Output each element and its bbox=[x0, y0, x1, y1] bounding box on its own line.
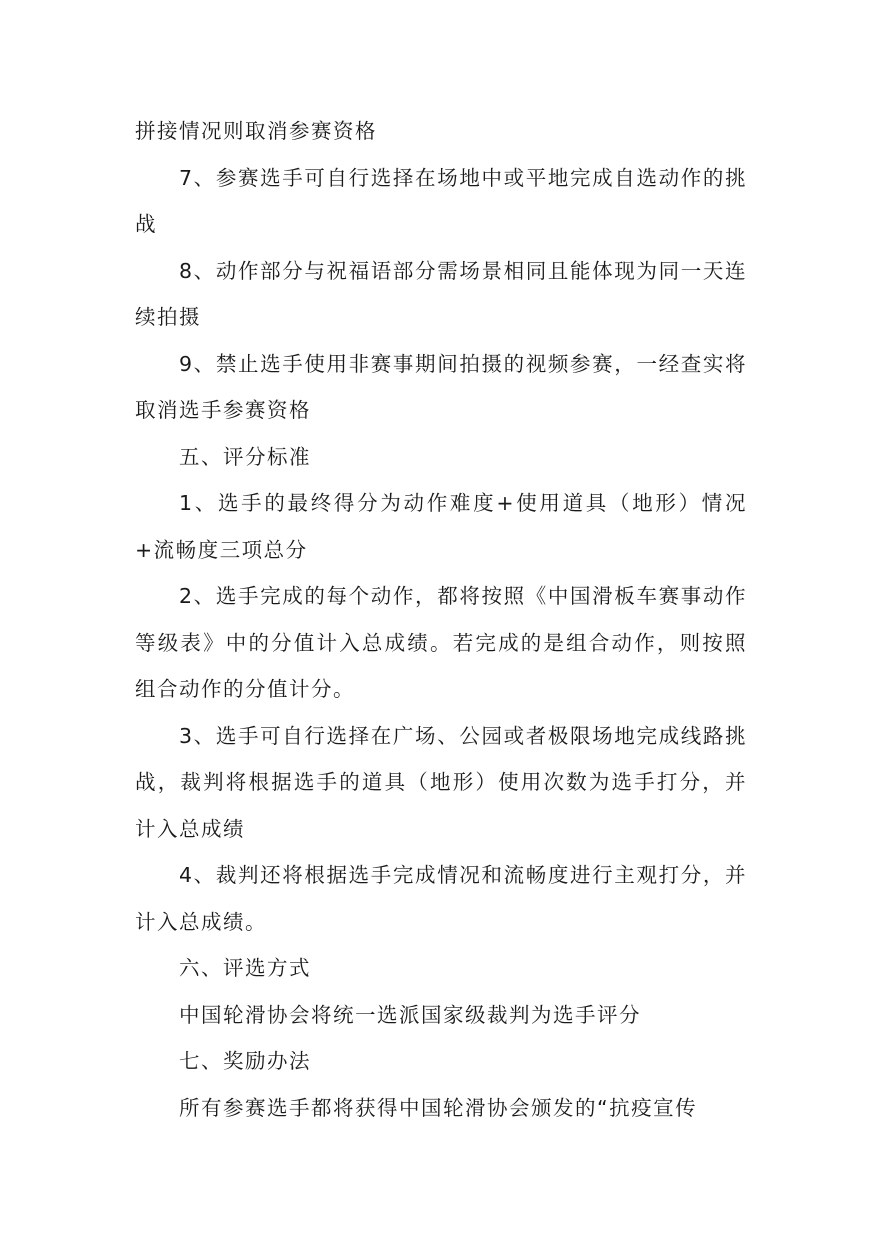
paragraph-rule-7: 7、参赛选手可自行选择在场地中或平地完成自选动作的挑战 bbox=[135, 165, 747, 236]
paragraph-scoring-1: 1、选手的最终得分为动作难度+使用道具（地形）情况+流畅度三项总分 bbox=[135, 491, 747, 562]
paragraph-continuation: 拼接情况则取消参赛资格 bbox=[135, 119, 377, 143]
paragraph-rewards: 所有参赛选手都将获得中国轮滑协会颁发的“抗疫宣传 bbox=[179, 1095, 698, 1120]
section-heading-rewards: 七、奖励办法 bbox=[179, 1049, 311, 1073]
section-heading-scoring: 五、评分标准 bbox=[179, 444, 311, 469]
section-heading-selection: 六、评选方式 bbox=[179, 956, 311, 980]
paragraph-scoring-3: 3、选手可自行选择在广场、公园或者极限场地完成线路挑战，裁判将根据选手的道具（地形）使用次数为选手打分，并计入总成绩 bbox=[135, 723, 747, 841]
paragraph-scoring-2: 2、选手完成的每个动作，都将按照《中国滑板车赛事动作等级表》中的分值计入总成绩。若完成的是组合动作，则按照组合动作的分值计分。 bbox=[135, 584, 747, 701]
paragraph-scoring-4: 4、裁判还将根据选手完成情况和流畅度进行主观打分，并计入总成绩。 bbox=[135, 863, 747, 934]
paragraph-rule-8: 8、动作部分与祝福语部分需场景相同且能体现为同一天连续拍摄 bbox=[135, 258, 747, 329]
paragraph-rule-9: 9、禁止选手使用非赛事期间拍摄的视频参赛，一经查实将取消选手参赛资格 bbox=[135, 351, 747, 422]
document-body bbox=[135, 108, 747, 1131]
paragraph-selection: 中国轮滑协会将统一选派国家级裁判为选手评分 bbox=[179, 1002, 641, 1027]
